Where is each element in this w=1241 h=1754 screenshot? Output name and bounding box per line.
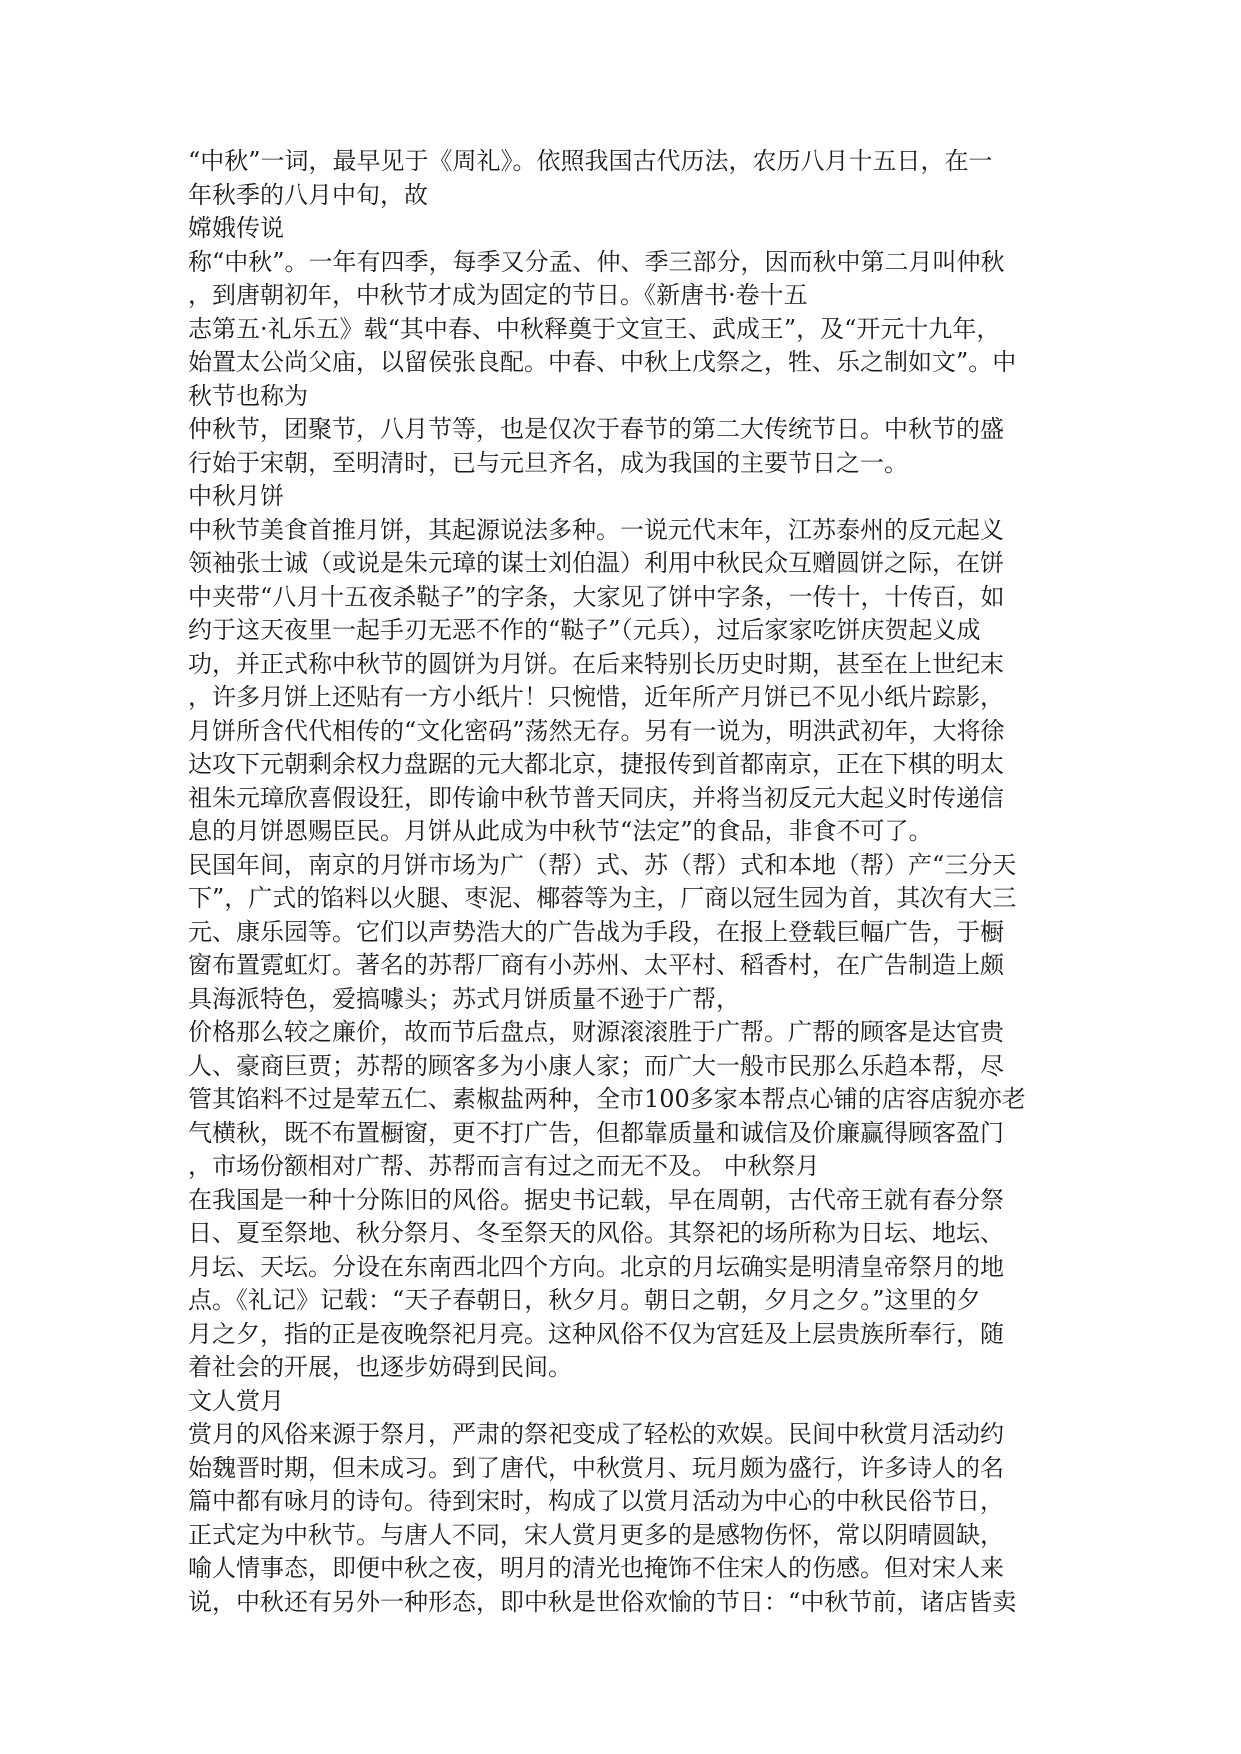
section-heading: 文人赏月 — [188, 1386, 284, 1415]
text-line: 仲秋节，团聚节，八月节等，也是仅次于春节的第二大传统节日。中秋节的盛 — [188, 415, 1004, 443]
text-line: 具海派特色，爱搞噱头；苏式月饼质量不逊于广帮， — [188, 984, 740, 1013]
text-line: 月之夕，指的正是夜晚祭祀月亮。这种风俗不仅为宫廷及上层贵族所奉行，随 — [188, 1319, 1004, 1348]
text-line: 祖朱元璋欣喜假设狂，即传谕中秋节普天同庆，并将当初反元大起义时传递信 — [188, 783, 1004, 812]
text-line: 篇中都有咏月的诗句。待到宋时，构成了以赏月活动为中心的中秋民俗节日， — [188, 1487, 1004, 1515]
text-line: 达攻下元朝剩余权力盘踞的元大都北京，捷报传到首都南京，正在下棋的明太 — [188, 750, 1004, 778]
text-line: 年秋季的八月中旬，故 — [188, 180, 428, 209]
text-line: ，市场份额相对广帮、苏帮而言有过之而无不及。 中秋祭月 — [188, 1152, 820, 1180]
text-line: “中秋”一词，最早见于《周礼》。依照我国古代历法，农历八月十五日，在一 — [188, 147, 993, 175]
text-line: 月饼所含代代相传的“文化密码”荡然无存。另有一说为，明洪武初年，大将徐 — [188, 716, 1005, 745]
text-line: 人、豪商巨贾；苏帮的顾客多为小康人家；而广大一般市民那么乐趋本帮，尽 — [188, 1051, 1004, 1080]
text-line: 在我国是一种十分陈旧的风俗。据史书记载，早在周朝，古代帝王就有春分祭 — [188, 1185, 1004, 1214]
text-line: 赏月的风俗来源于祭月，严肃的祭祀变成了轻松的欢娱。民间中秋赏月活动约 — [188, 1420, 1004, 1448]
text-line: 月坛、天坛。分设在东南西北四个方向。北京的月坛确实是明清皇帝祭月的地 — [188, 1252, 1004, 1281]
section-heading: 嫦娥传说 — [188, 214, 284, 242]
text-line: ，到唐朝初年，中秋节才成为固定的节日。《新唐书·卷十五 — [188, 281, 808, 309]
text-line: 日、夏至祭地、秋分祭月、冬至祭天的风俗。其祭祀的场所称为日坛、地坛、 — [188, 1219, 1004, 1247]
text-line: 管其馅料不过是荤五仁、素椒盐两种，全市100多家本帮点心铺的店容店貌亦老 — [188, 1085, 1026, 1113]
text-line: 始魏晋时期，但未成习。到了唐代，中秋赏月、玩月颇为盛行，许多诗人的名 — [188, 1453, 1004, 1482]
text-line: 元、康乐园等。它们以声势浩大的广告战为手段，在报上登载巨幅广告，于橱 — [188, 917, 1004, 946]
document-body — [188, 145, 1056, 1619]
text-line: 息的月饼恩赐臣民。月饼从此成为中秋节“法定”的食品，非食不可了。 — [188, 817, 933, 845]
text-line: 称“中秋”。一年有四季，每季又分孟、仲、季三部分，因而秋中第二月叫仲秋 — [188, 247, 1005, 276]
text-line: 点。《礼记》记载：“天子春朝日，秋夕月。朝日之朝，夕月之夕。”这里的夕 — [188, 1286, 981, 1314]
text-line: 志第五·礼乐五》载“其中春、中秋释奠于文宣王、武成王”，及“开元十九年， — [188, 314, 1001, 343]
text-line: 价格那么较之廉价，故而节后盘点，财源滚滚胜于广帮。广帮的顾客是达官贵 — [188, 1018, 1004, 1046]
text-line: 始置太公尚父庙，以留侯张良配。中春、中秋上戊祭之，牲、乐之制如文”。中 — [188, 348, 1017, 376]
text-line: 中秋节美食首推月饼，其起源说法多种。一说元代末年，江苏泰州的反元起义 — [188, 515, 1004, 544]
text-line: 着社会的开展，也逐步妨碍到民间。 — [188, 1353, 572, 1381]
text-line: 行始于宋朝，至明清时，已与元旦齐名，成为我国的主要节日之一。 — [188, 448, 908, 477]
text-line: 窗布置霓虹灯。著名的苏帮厂商有小苏州、太平村、稻香村，在广告制造上颇 — [188, 951, 1004, 979]
text-line: 秋节也称为 — [188, 381, 308, 410]
text-line: 气横秋，既不布置橱窗，更不打广告，但都靠质量和诚信及价廉赢得顾客盈门 — [188, 1118, 1004, 1147]
text-line: 民国年间，南京的月饼市场为广（帮）式、苏（帮）式和本地（帮）产“三分天 — [188, 850, 1017, 879]
text-line: 喻人情事态，即便中秋之夜，明月的清光也掩饰不住宋人的伤感。但对宋人来 — [188, 1554, 1004, 1582]
text-line: 中夹带“八月十五夜杀鞑子”的字条，大家见了饼中字条，一传十，十传百，如 — [188, 582, 1005, 611]
text-line: 功，并正式称中秋节的圆饼为月饼。在后来特别长历史时期，甚至在上世纪末 — [188, 649, 1004, 678]
text-line: 约于这天夜里一起手刃无恶不作的“鞑子”（元兵），过后家家吃饼庆贺起义成 — [188, 616, 981, 644]
text-line: 说，中秋还有另外一种形态，即中秋是世俗欢愉的节日：“中秋节前，诸店皆卖 — [188, 1587, 1017, 1616]
text-line: ，许多月饼上还贴有一方小纸片！只惋惜，近年所产月饼已不见小纸片踪影， — [188, 683, 1004, 711]
text-line: 下”，广式的馅料以火腿、枣泥、椰蓉等为主，厂商以冠生园为首，其次有大三 — [188, 884, 1017, 912]
text-line: 领袖张士诚（或说是朱元璋的谋士刘伯温）利用中秋民众互赠圆饼之际，在饼 — [188, 549, 1004, 577]
section-heading: 中秋月饼 — [188, 482, 284, 510]
text-line: 正式定为中秋节。与唐人不同，宋人赏月更多的是感物伤怀，常以阴晴圆缺， — [188, 1520, 1004, 1549]
